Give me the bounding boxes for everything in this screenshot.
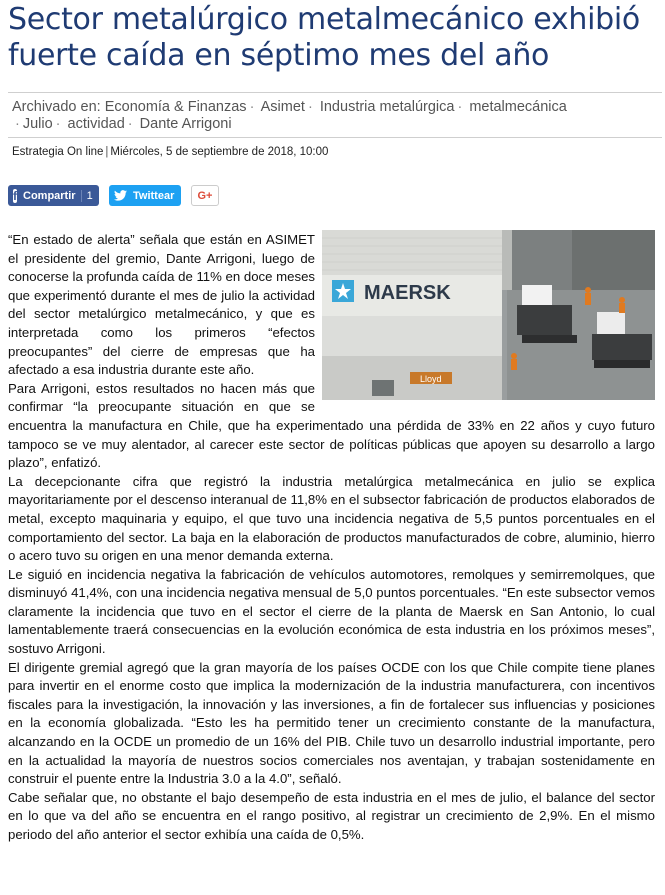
- article-paragraph: Le siguió en incidencia negativa la fabricación de vehículos automotores, remolques y semirremolques, que disminuyó 41,4%, con una incidencia negativa mensual de 5,0 puntos porcentuales. “En este subsector vemos claramente la incidencia que tuvo en el sector el cierre de la planta de Maersk en San Antonio, lo cual lamentablemente traerá consecuencias en la evolución económica de esta industria en los próximos meses”, sostuvo Arrigoni.: [8, 566, 655, 657]
- source-name: Estrategia On line: [12, 146, 104, 158]
- byline: Estrategia On line | Miércoles, 5 de septiembre de 2018, 10:00: [12, 146, 329, 158]
- google-plus-icon: G+: [197, 189, 213, 202]
- tag-link[interactable]: actividad: [67, 116, 125, 132]
- article-paragraph: La decepcionante cifra que registró la industria metalúrgica metalmecánica en julio se explica mayoritariamente por el descenso interanual de 11,8% en el subsector fabricación de productos elaborados de metal, excepto maquinaria y equipo, el que tuvo una incidencia negativa de 5,5 puntos porcentuales en el comportamiento del sector. La baja en la elaboración de productos manufacturados de cobre, aluminio, hierro o acero tuvo su origen en una menor demanda externa.: [8, 473, 655, 564]
- tag-link[interactable]: Industria metalúrgica: [319, 99, 455, 115]
- facebook-icon: f: [13, 188, 17, 203]
- article-paragraph: Para Arrigoni, estos resultados no hacen más que confirmar “la preocupante situación en que se encuentra la manufactura en Chile, que ha experimentado una pérdida de 33% en 22 años y cuyo futuro tampoco se ve muy alentador, al carecer este sector de políticas públicas que apoyen su desarrollo a largo plazo”, enfatizó.: [8, 380, 655, 471]
- twitter-share-button[interactable]: [109, 185, 181, 206]
- tag-link[interactable]: Dante Arrigoni: [139, 116, 232, 132]
- publish-date: Miércoles, 5 de septiembre de 2018, 10:00: [110, 146, 329, 158]
- facebook-share-label: Compartir: [23, 189, 76, 202]
- tag-link[interactable]: Asimet: [260, 99, 305, 115]
- tag-link[interactable]: Julio: [22, 116, 53, 132]
- container-secondary-text: Lloyd: [420, 374, 442, 384]
- twitter-share-label: Twittear: [133, 189, 175, 202]
- article-body: [8, 231, 655, 845]
- archive-label: Archivado en:: [12, 99, 101, 115]
- tag-link[interactable]: Economía & Finanzas: [104, 99, 247, 115]
- article-paragraph: Cabe señalar que, no obstante el bajo desempeño de esta industria en el mes de julio, el balance del sector en lo que va del año se encuentra en el rango positivo, al registrar un crecimiento de 2,9%. En el mismo periodo del año anterior el sector exhibía una caída de 0,5%.: [8, 789, 655, 842]
- archive-tags: Archivado en: Economía & Finanzas · Asimet · Industria metalúrgica · metalmecánica · Julio · actividad · Dante Arrigoni: [8, 92, 662, 138]
- article-paragraph: “En estado de alerta” señala que están en ASIMET el presidente del gremio, Dante Arrigoni, luego de conocerse la profunda caída de 11% en doce meses que experimentó durante el mes de julio la actividad del sector metalúrgico metalmecánico, y que es interpretada como los primeros “efectos preocupantes” del cierre de empresas que ha afectado a esa industria durante este año.: [8, 232, 315, 378]
- share-bar: [8, 185, 219, 206]
- article-paragraph: El dirigente gremial agregó que la gran mayoría de los países OCDE con los que Chile compite tiene planes para invertir en el enorme costo que implica la modernización de la industria manufacturera, con incentivos fiscales para la investigación, la innovación y las inversiones, a fin de fortalecer sus influencias y posiciones en la economía globalizada. “Esto les ha permitido tener un crecimiento constante de la manufactura, alcanzando en la OCDE un promedio de un 16% del PIB. Chile tuvo un desarrollo industrial importante, pero en la actualidad la mayoría de nuestros socios comerciales nos aventajan, y trabajan sostenidamente en construir el puente entre la Industria 3.0 a la 4.0”, señaló.: [8, 659, 655, 787]
- tag-link[interactable]: metalmecánica: [469, 99, 567, 115]
- container-brand-text: MAERSK: [364, 282, 451, 304]
- article-title: Sector metalúrgico metalmecánico exhibió fuerte caída en séptimo mes del año: [8, 2, 640, 73]
- facebook-share-count: 1: [81, 190, 93, 202]
- facebook-share-button[interactable]: [8, 185, 99, 206]
- google-plus-button[interactable]: [191, 185, 219, 206]
- twitter-bird-icon: [114, 189, 127, 203]
